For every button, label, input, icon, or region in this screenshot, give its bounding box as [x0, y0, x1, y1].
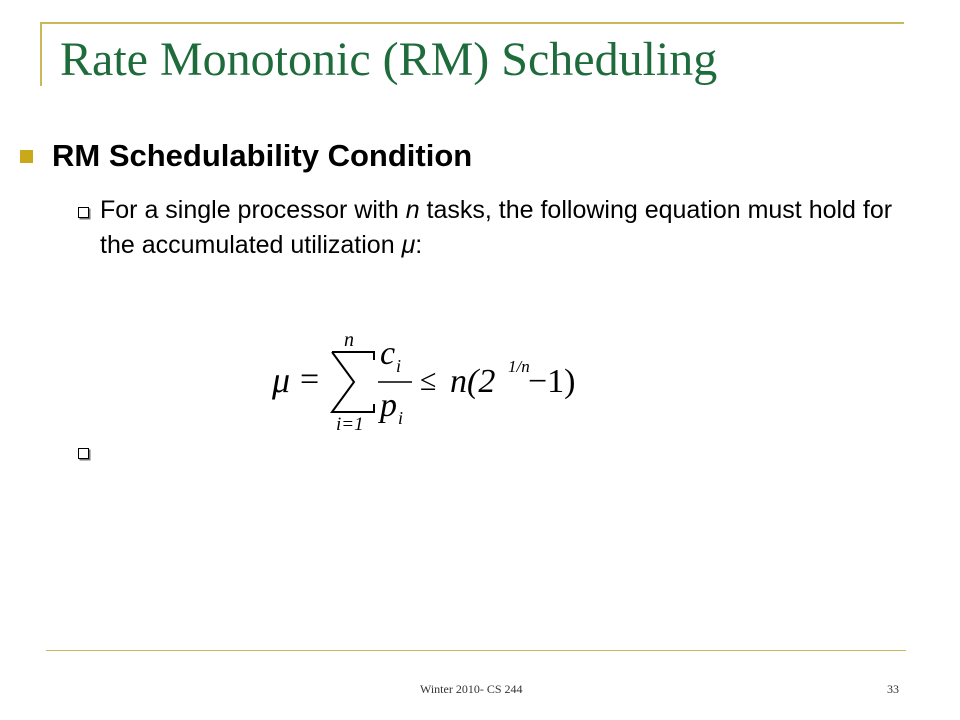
sub-bullet-icon: [78, 448, 89, 459]
text-part: For a single processor with: [100, 196, 406, 224]
formula-numerator: c: [380, 335, 396, 372]
formula-mu: μ: [272, 360, 291, 400]
formula-equals: =: [300, 361, 320, 398]
formula-leq: ≤: [420, 364, 437, 397]
utilization-formula: [270, 330, 580, 430]
variable-mu: μ: [401, 231, 416, 259]
page-number: 33: [887, 682, 899, 696]
text-part: :: [415, 231, 423, 259]
frame-top-line: [40, 22, 904, 24]
formula-rhs-exponent: 1/n: [508, 357, 530, 376]
bullet-heading: RM Schedulability Condition: [52, 138, 473, 173]
sigma-icon: [332, 352, 374, 412]
footer-course: Winter 2010- CS 244: [420, 682, 523, 696]
frame-left-line: [40, 22, 42, 86]
formula-rhs-prefix: n(2: [450, 363, 496, 400]
formula-sum-lower: i=1: [336, 414, 364, 430]
sub-bullet-text: [100, 193, 920, 263]
variable-n: n: [405, 196, 420, 224]
sub-bullet-icon: [78, 207, 89, 218]
text-part: tasks, the following equation must hold for the accumulated utilization: [100, 196, 893, 259]
footer-divider: [46, 650, 906, 651]
formula-numerator-sub: i: [396, 356, 402, 376]
formula-rhs-suffix: −1): [528, 363, 576, 400]
bullet-square-icon: [20, 150, 33, 163]
formula-sum-upper: n: [344, 330, 354, 351]
formula-denominator: p: [380, 387, 397, 424]
slide-title: Rate Monotonic (RM) Scheduling: [60, 33, 718, 86]
formula-denominator-sub: i: [398, 408, 404, 428]
